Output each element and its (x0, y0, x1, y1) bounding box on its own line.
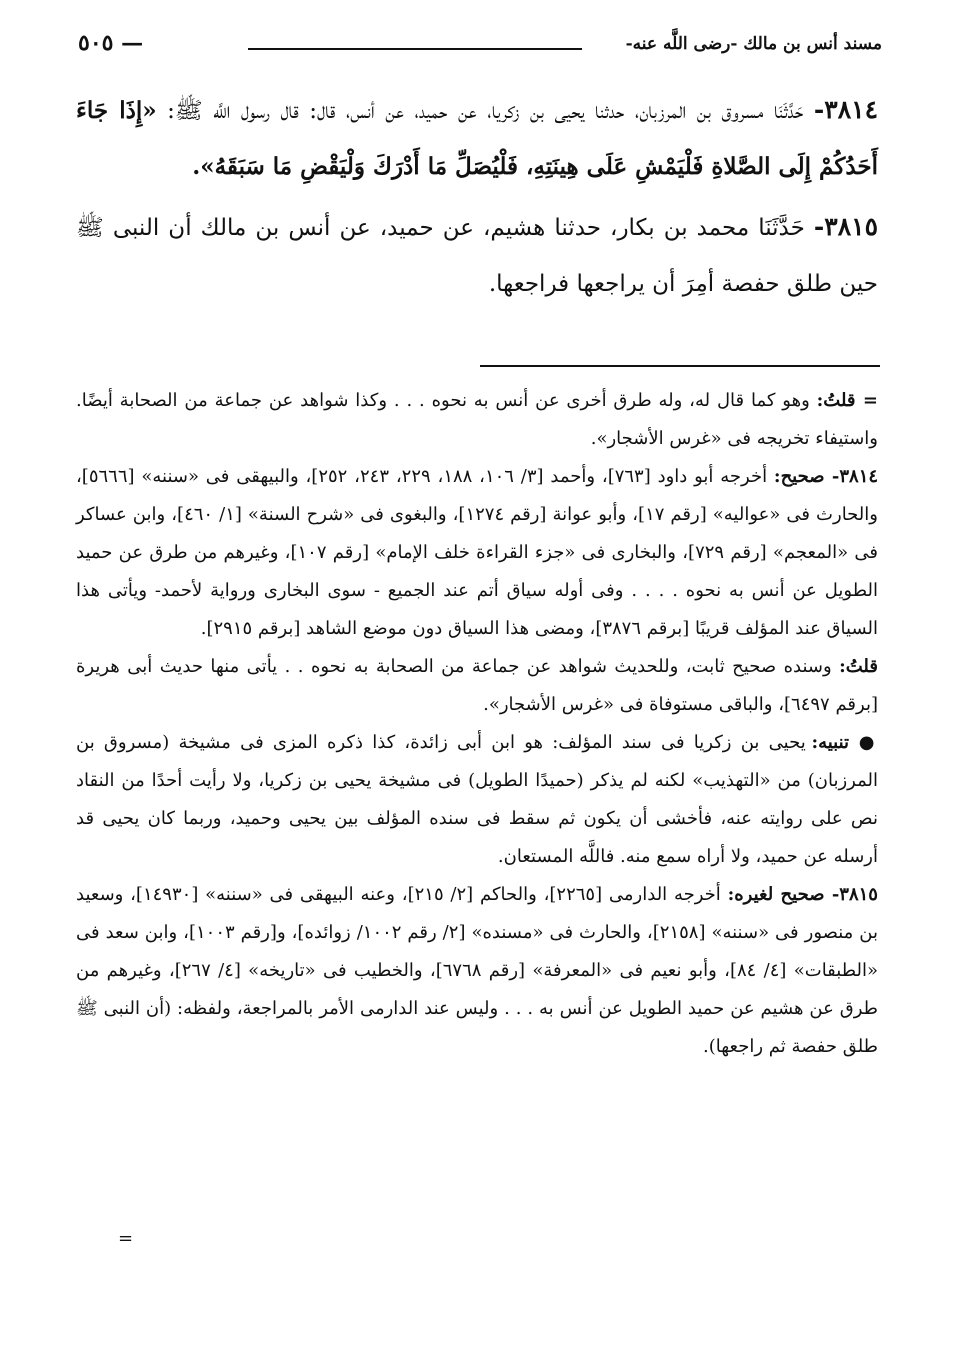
footnote-lead: ● تنبيه: (811, 732, 879, 753)
footnote-3814 (76, 458, 878, 648)
hadith-body (76, 82, 878, 316)
hadith-chain: حَدَّثَنَا مسروق بن المرزبان، حدثنا يحيى بن زكريا، عن حميد، عن أنس، قال: قال رسول اللَّه ﷺ: (156, 98, 814, 124)
page-number: — ٥٠٥ (78, 30, 144, 56)
hadith-3814 (76, 82, 878, 195)
footnote-comment (76, 648, 878, 724)
footnotes (76, 382, 878, 1066)
hadith-chain: حَدَّثَنَا محمد بن بكار، حدثنا هشيم، عن حميد، عن أنس بن مالك أن النبى ﷺ حين طلق حفصة أمِرَ أن يراجعها فراجعها. (76, 215, 878, 297)
footnote-warning (76, 724, 878, 876)
footnote-text: أخرجه الدارمى [٢٢٦٥]، والحاكم [٢/ ٢١٥]، وعنه البيهقى فى «سننه» [١٤٩٣٠]، وسعيد بن منصور فى «سننه» [٢١٥٨]، والحارث فى «مسنده» [٢/ رقم ١٠٠٢/ زوائده]، و[رقم ١٠٠٣]، وابن سعد فى «الطبقات» [٤/ ٨٤]، وأبو نعيم فى «المعرفة» [رقم ٦٧٦٨]، والخطيب فى «تاريخه» [٤/ ٢٦٧]، وغيرهم من طرق عن هشيم عن حميد الطويل عن أنس به . . . وليس عند الدارمى الأمر بالمراجعة، ولفظه: (أن النبى ﷺ طلق حفصة ثم راجعها). (76, 884, 879, 1057)
footnote-text: يحيى بن زكريا فى سند المؤلف: هو ابن أبى زائدة، كذا ذكره المزى فى مشيخة (مسروق بن المرزبان) من «التهذيب» لكنه لم يذكر (حميدًا الطويل) فى مشيخة يحيى بن زكريا، ولا رأيت أحدًا من النقاد نص على روايته عنه، فأخشى أن يكون ثم سقط فى سنده المؤلف بين يحيى وحميد، وربما كان يحيى قد أرسله عن حميد، ولا أراه سمع منه. فاللَّه المستعان. (76, 732, 879, 867)
running-title: مسند أنس بن مالك -رضى اللَّه عنه- (625, 34, 882, 54)
footnote-divider (480, 365, 880, 367)
footnote-lead: ٣٨١٥- صحيح لغيره: (727, 884, 878, 905)
hadith-3815 (76, 199, 878, 312)
hadith-number: ٣٨١٥- (813, 212, 878, 241)
hadith-matn: «إِذَا جَاءَ أَحَدُكُمْ إِلَى الصَّلاةِ فَلْيَمْشِ عَلَى هِينَتِهِ، فَلْيُصَلِّ مَا أَدْرَكَ وَلْيَقْضِ مَا سَبَقَهُ». (76, 97, 878, 180)
footnote-text: وهو كما قال له، وله طرق أخرى عن أنس به نحوه . . . وكذا شواهد عن جماعة من الصحابة أيضًا. واستيفاء تخريجه فى «غرس الأشجار». (76, 390, 878, 449)
hadith-number: ٣٨١٤- (813, 95, 878, 124)
footnote-text: أخرجه أبو داود [٧٦٣]، وأحمد [٣/ ١٠٦، ١٨٨، ٢٢٩، ٢٤٣، ٢٥٢]، والبيهقى فى «سننه» [٥٦٦٦]، والحارث فى «عواليه» [رقم ١٧]، وأبو عوانة [رقم ١٢٧٤]، والبغوى فى «شرح السنة» [١/ ٤٦٠]، وابن عساكر فى «المعجم» [رقم ٧٢٩]، والبخارى فى «جزء القراءة خلف الإمام» [رقم ١٠٧]، وغيرهم من طرق عن حميد الطويل عن أنس به نحوه . . . . وفى أوله سياق أتم عند الجميع - سوى البخارى ورواية لأحمد- ويأتى هذا السياق عند المؤلف قريبًا [برقم ٣٨٧٦]، ومضى هذا السياق دون موضع الشاهد [برقم ٢٩١٥]. (76, 466, 878, 639)
continuation-mark: = (118, 1228, 134, 1249)
footnote-3815 (76, 876, 878, 1066)
page-header (78, 28, 882, 68)
footnote-lead: ٣٨١٤- صحيح: (773, 466, 879, 487)
footnote-continuation (76, 382, 878, 458)
header-rule (248, 48, 582, 50)
footnote-lead: قلتُ: (839, 656, 878, 677)
footnote-text: وسنده صحيح ثابت، وللحديث شواهد عن جماعة من الصحابة به نحوه . . يأتى منها حديث أبى هريرة [برقم ٦٤٩٧]، والباقى مستوفاة فى «غرس الأشجار». (76, 656, 878, 715)
footnote-lead: = قلتُ: (816, 390, 879, 411)
